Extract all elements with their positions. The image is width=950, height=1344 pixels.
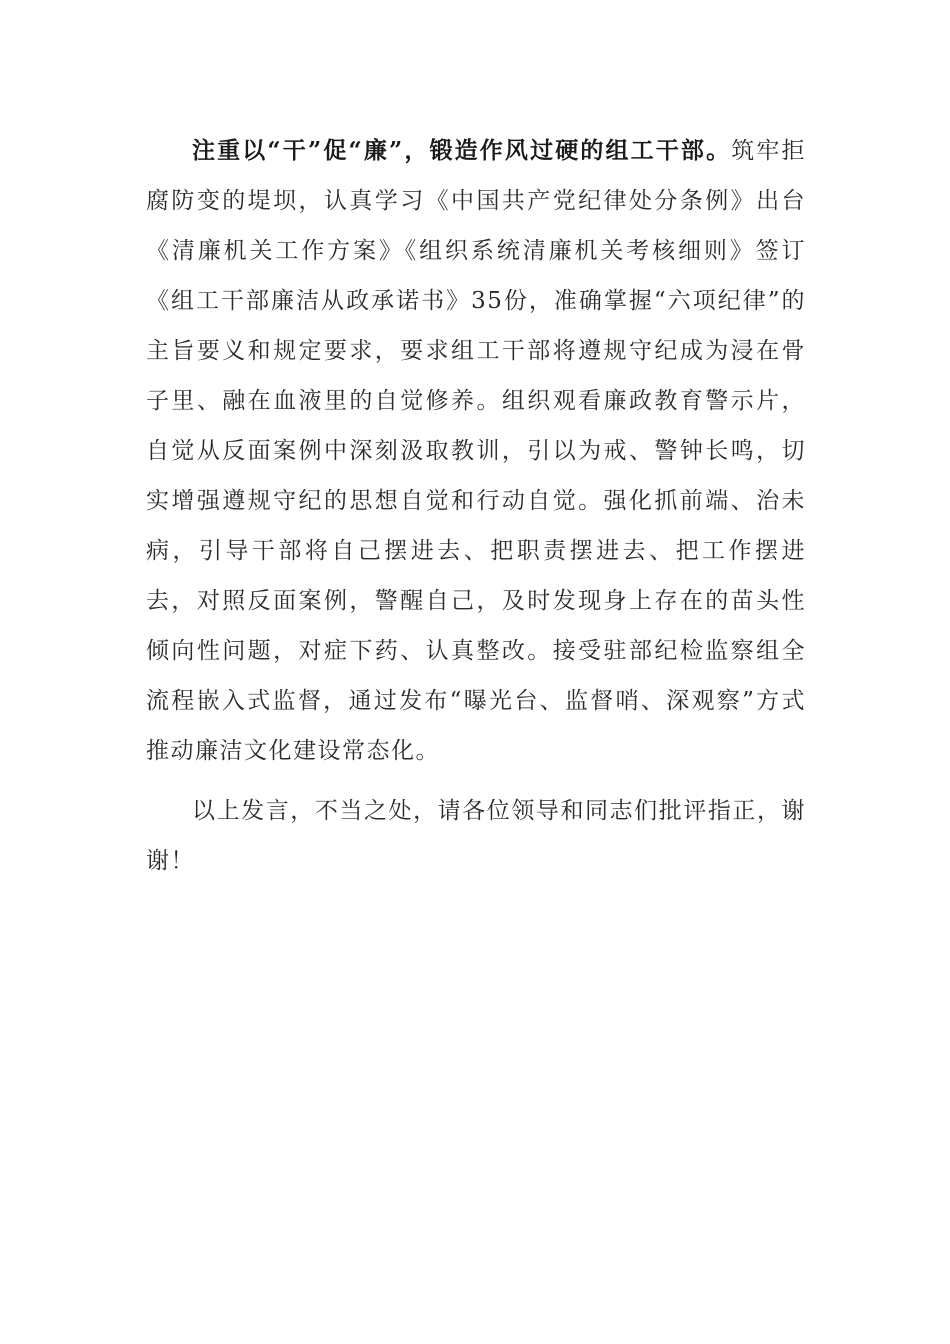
paragraph-body-text: 筑牢拒腐防变的堤坝，认真学习《中国共产党纪律处分条例》出台《清廉机关工作方案》《组织系统清廉机关考核细则》签订《组工干部廉洁从政承诺书》35份，准确掌握“六项纪律”的主旨要义和规定要求，要求组工干部将遵规守纪成为浸在骨子里、融在血液里的自觉修养。组织观看廉政教育警示片，自觉从反面案例中深刻汲取教训，引以为戒、警钟长鸣，切实增强遵规守纪的思想自觉和行动自觉。强化抓前端、治未病，引导干部将自己摆进去、把职责摆进去、把工作摆进去，对照反面案例，警醒自己，及时发现身上存在的苗头性倾向性问题，对症下药、认真整改。接受驻部纪检监察组全流程嵌入式监督，通过发布“曝光台、监督哨、深观察”方式推动廉洁文化建设常态化。 <box>146 138 807 764</box>
document-body <box>146 126 806 886</box>
paragraph-closing <box>146 786 806 886</box>
paragraph-discipline <box>146 126 806 776</box>
paragraph-lead-heading: 注重以“干”促“廉”，锻造作风过硬的组工干部。 <box>192 137 732 164</box>
closing-remarks-text: 以上发言，不当之处，请各位领导和同志们批评指正，谢谢！ <box>146 798 806 874</box>
